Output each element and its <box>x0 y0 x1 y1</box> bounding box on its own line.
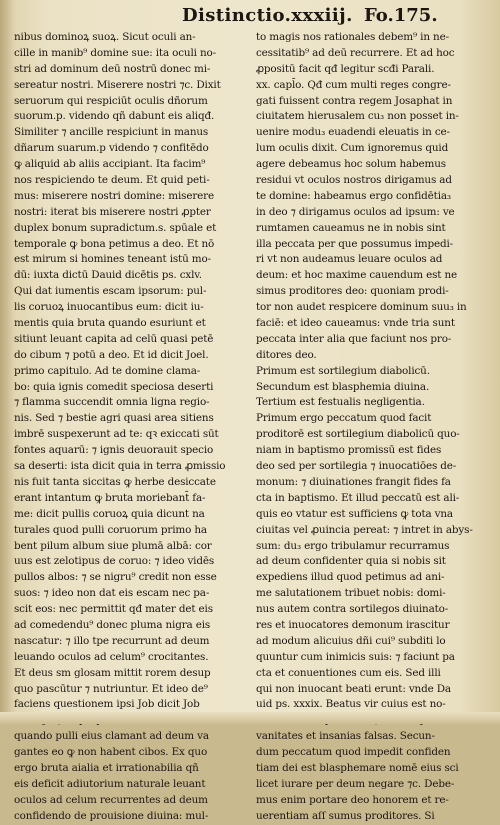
text-line: nis. Sed ⁊ bestie agri quasi area sitiens <box>14 412 214 425</box>
text-line: sa deserti: ista dicit quia in terra ꝓmissio <box>14 460 226 473</box>
text-line: dū: iuxta dictū Dauid dicētis ps. cxlv. <box>14 269 202 282</box>
text-line: faciē: et ideo caueamus: vnde tria sunt <box>256 317 455 330</box>
text-line: xx. capl̄o. Qđ cum multi reges congre- <box>256 78 451 91</box>
text-line: sum: du₃ ergo tribulamur recurramus <box>256 539 450 552</box>
page-header <box>0 2 500 30</box>
text-line: cille in manib⁹ domine sue: ita oculi no- <box>14 46 216 59</box>
text-line: ꝓpositū facit qđ legitur scđi Parali. <box>256 62 435 75</box>
text-line: lis coruoꝝ inuocantibus eum: dicit iu- <box>14 301 204 314</box>
left-text-column <box>14 30 247 825</box>
text-line: nibus dominoꝝ suoꝝ. Sicut oculi an- <box>14 31 196 43</box>
folio-number: Fo.175. <box>364 5 438 26</box>
text-line: quo pascūtur ⁊ nutriuntur. Et ideo de⁹ <box>14 682 208 695</box>
text-line: bent pilum album siue plumā albā: cor <box>14 539 212 552</box>
text-line: tiam dei est blasphemare nomē eius sci <box>256 761 459 774</box>
text-line: to magis nos rationales debem⁹ in ne- <box>256 31 449 43</box>
text-line: gati fuissent contra regem Josaphat in <box>256 94 453 107</box>
text-line: cessitatib⁹ ad deū recurrere. Et ad hoc <box>256 46 455 59</box>
text-line: deo sed per sortilegia ⁊ inuocatiōes de- <box>256 460 457 473</box>
text-line: nos respiciendo te deum. Et quid peti- <box>14 174 210 187</box>
text-line: uus est zelotipus de coruo: ⁊ ideo vidēs <box>14 555 215 568</box>
text-line: simus proditores deo: quoniam prodi- <box>256 285 449 298</box>
text-line: pullos albos: ⁊ se nigru⁹ credit non esse <box>14 571 217 584</box>
text-line: suos: ⁊ ideo non dat eis escam nec pa- <box>14 587 210 600</box>
text-line: in deo ⁊ dirigamus oculos ad ipsum: ve <box>256 205 455 218</box>
text-line: Primum est sortilegium diabolicū. <box>256 364 430 377</box>
text-line: uid ps. xxxix. Beatus vir cuius est no- <box>256 698 446 711</box>
text-line: res et inuocatores demonum irascitur <box>256 618 450 631</box>
text-line: sereatur nostri. Miserere nostri ⁊c. Dixit <box>14 78 221 91</box>
text-line: rumtamen caueamus ne in nobis sint <box>256 221 446 234</box>
text-line: licet iurare per deum negare ⁊c. Debe- <box>256 777 455 790</box>
text-line: primo capitulo. Ad te domine clama- <box>14 364 201 377</box>
text-line: Primum ergo peccatum quod facit <box>256 412 432 425</box>
text-line: nostri: iterat bis miserere nostri ꝓpter <box>14 205 211 218</box>
text-line: residui vt oculos nostros dirigamus ad <box>256 174 452 187</box>
text-line: cta et conuentiones cum eis. Sed illi <box>256 666 441 679</box>
text-line: mus: miserere nostri domine: miserere <box>14 189 214 202</box>
text-line: quis eo vtatur est sufficiens ꝙ tota vna <box>256 507 453 520</box>
running-head: Distinctio.xxxiij. <box>182 5 353 26</box>
text-line: me salutationem tribuet nobis: domi- <box>256 587 446 600</box>
text-line: est mirum si homines teneant istū mo- <box>14 253 211 266</box>
text-line: ꝙ aliquid ab aliis accipiant. Ita facim⁹ <box>14 158 206 171</box>
text-line: cta in baptismo. Et illud peccatū est ali- <box>256 491 460 504</box>
text-line: lum oculis dixit. Cum ignoremus quid <box>256 142 449 155</box>
text-line: sitiunt leuant capita ad celū quasi petē <box>14 332 214 345</box>
text-line: nascatur: ⁊ illo tpe recurrunt ad deum <box>14 634 210 647</box>
text-line: confidendo de prouisione diuina: mul- <box>14 809 209 822</box>
text-line: eis deficit adiutorium naturale leuant <box>14 777 206 790</box>
text-line: mentis quia bruta quando esuriunt et <box>14 317 206 330</box>
text-line: vanitates et insanias falsas. Secun- <box>256 730 435 743</box>
text-line: proditorē est sortilegium diabolicū quo- <box>256 428 460 441</box>
text-line: ad modum alicuius dñi cui⁹ subditi lo <box>256 634 446 647</box>
text-line: Secundum est blasphemia diuina. <box>256 380 430 393</box>
text-line: erant intantum ꝙ bruta moriebant̄ fa- <box>14 491 206 504</box>
text-line: stri ad dominum deū nostrū donec mi- <box>14 62 211 75</box>
text-line: ciuitatem hierusalem cu₃ non posset in- <box>256 110 459 123</box>
text-line: expediens illud quod petimus ad ani- <box>256 571 445 584</box>
text-line: gantes eo ꝙ non habent cibos. Ex quo <box>14 746 208 759</box>
text-line: te domine: habeamus ergo confidētia₃ <box>256 189 451 202</box>
text-line: niam in baptismo promissū est fides <box>256 444 442 457</box>
text-line: scit eos: nec permittit qđ mater det eis <box>14 603 213 616</box>
text-line: turales quod pulli coruorum primo ha <box>14 523 207 536</box>
text-line: ⁊ flamma succendit omnia ligna regio- <box>14 396 210 409</box>
text-line: duplex bonum supradictum.s. spūale et <box>14 221 217 234</box>
text-line: ri vt non audeamus leuare oculos ad <box>256 253 443 266</box>
text-line: nus autem contra sortilegos diuinato- <box>256 603 449 616</box>
text-line: uerentiam aſſ sumus proditores. Si <box>256 809 435 822</box>
text-line: ad comedendu⁹ donec pluma nigra eis <box>14 618 211 631</box>
text-line: oculos ad celum recurrentes ad deum <box>14 793 208 806</box>
text-line: temporale ꝙ bona petimus a deo. Et nō <box>14 237 215 250</box>
text-line: ciuitas vel ꝓuincia pereat: ⁊ intret in abys- <box>256 523 473 536</box>
text-line: dñarum suarum.p videndo ⁊ confitēdo <box>14 142 209 155</box>
text-line: Similiter ⁊ ancille respiciunt in manus <box>14 126 209 139</box>
text-line: quando pulli eius clamant ad deum va <box>14 730 209 743</box>
text-line: quuntur cum inimicis suis: ⁊ faciunt pa <box>256 650 455 663</box>
text-line: imbrē suspexerunt ad te: qꝛ exiccati sūt <box>14 428 219 441</box>
text-line: qui non inuocant beati erunt: vnde Da <box>256 682 451 695</box>
text-line: fontes aquarū: ⁊ ignis deuorauit specio <box>14 444 214 457</box>
text-line: Qui dat iumentis escam ipsorum: pul- <box>14 285 207 298</box>
text-line: illa peccata per que possumus impedi- <box>256 237 453 250</box>
text-line: ditores deo. <box>256 348 317 361</box>
text-line: Et deus sm glosam mittit rorem desup <box>14 666 211 679</box>
text-line: mus enim portare deo honorem et re- <box>256 793 449 806</box>
page-bottom-edge <box>0 712 500 724</box>
text-line: Tertium est festualis negligentia. <box>256 396 425 409</box>
text-line: suorum.p. videndo qñ dabunt eis aliqđ. <box>14 110 215 123</box>
text-line: ergo bruta aialia et irrationabilia qñ <box>14 761 199 774</box>
text-line: do cibum ⁊ potū a deo. Et id dicit Joel. <box>14 348 209 361</box>
text-line: nis fuit tanta siccitas ꝙ herbe desiccate <box>14 475 216 488</box>
text-line: leuando oculos ad celum⁹ crocitantes. <box>14 650 209 663</box>
text-line: monum: ⁊ diuinationes frangit fides fa <box>256 475 451 488</box>
text-line: agere debeamus hoc solum habemus <box>256 158 446 171</box>
text-line: bo: quia ignis comedit speciosa deserti <box>14 380 214 393</box>
text-line: dum peccatum quod impedit confiden <box>256 746 451 759</box>
right-text-column <box>256 30 494 825</box>
text-line: seruorum qui respiciūt oculis dñorum <box>14 94 208 107</box>
text-line: faciens questionem ipsi Job dicit Job <box>14 698 200 711</box>
text-line: peccata inter alia que faciunt nos pro- <box>256 332 452 345</box>
text-line: tor non audet respicere dominum suu₃ in <box>256 301 467 314</box>
text-line: deum: et hoc maxime cauendum est ne <box>256 269 457 282</box>
text-line: ad deum confidenter quia si nobis sit <box>256 555 446 568</box>
text-line: uenire modu₃ euadendi eleuatis in ce- <box>256 126 450 139</box>
text-line: me: dicit pullis coruoꝝ quia dicunt na <box>14 507 205 520</box>
